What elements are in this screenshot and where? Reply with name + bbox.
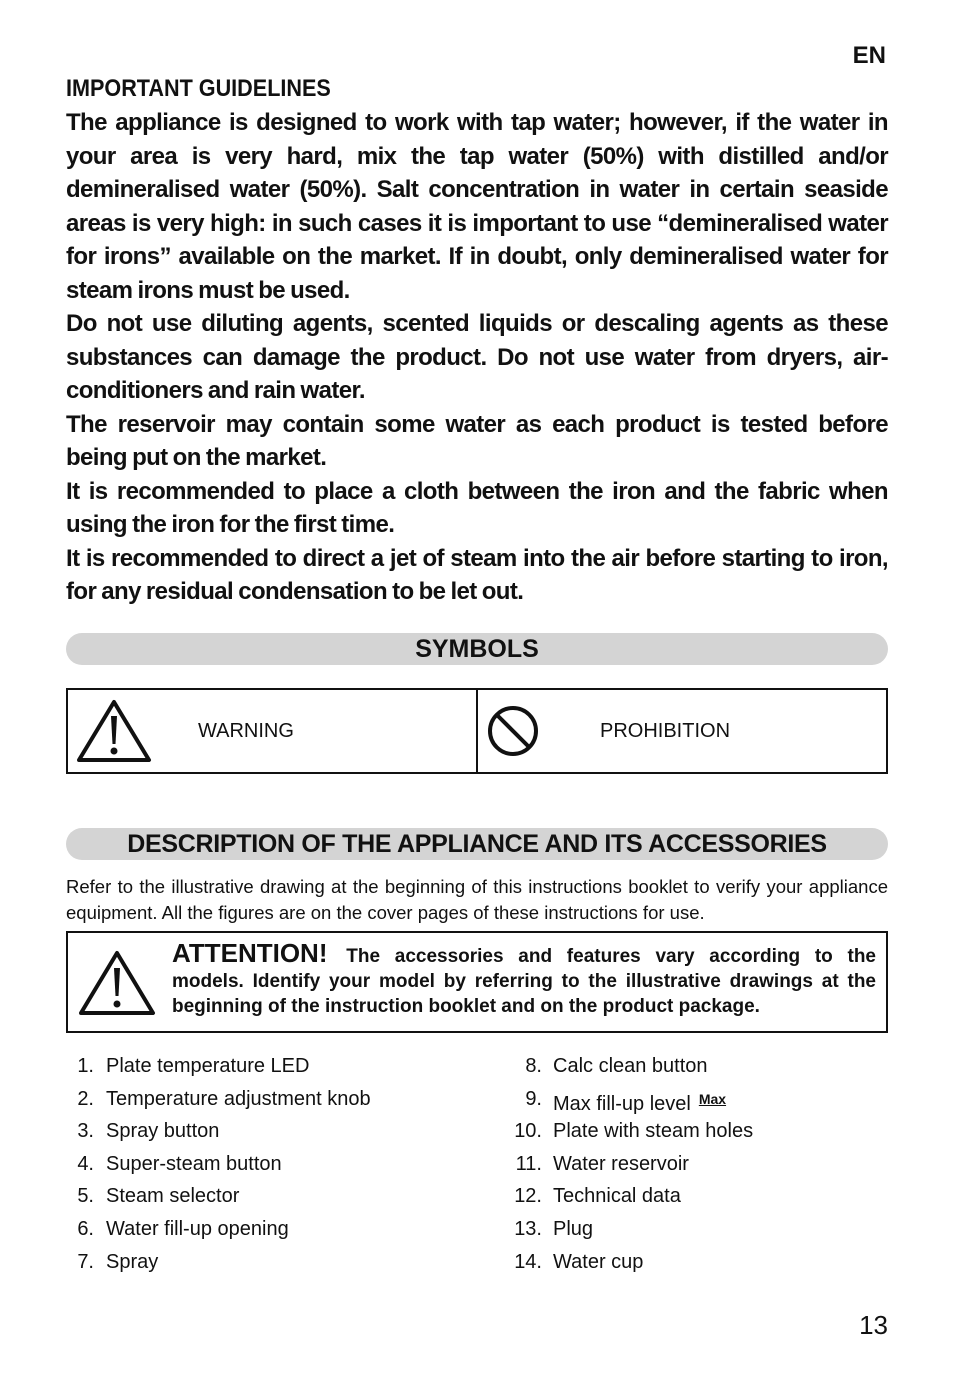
list-item <box>66 1148 282 1181</box>
item-label: Temperature adjustment knob <box>106 1087 371 1110</box>
item-number: 13. <box>514 1217 542 1240</box>
item-number: 10. <box>514 1120 542 1143</box>
list-item <box>66 1115 220 1148</box>
item-number: 4. <box>77 1152 94 1175</box>
language-code: EN <box>852 42 886 69</box>
description-heading: DESCRIPTION OF THE APPLIANCE AND ITS ACCESSORIES <box>66 828 888 860</box>
parts-list-left <box>66 1050 371 1278</box>
item-number: 8. <box>525 1055 542 1077</box>
guideline-paragraph: Do not use diluting agents, scented liquids or descaling agents as these substances can damage the product. Do not use water from dryers, air-conditioners and rain water. <box>66 310 888 404</box>
item-number: 11. <box>515 1152 542 1175</box>
item-number: 9. <box>525 1087 542 1110</box>
item-number: 6. <box>77 1217 94 1240</box>
symbol-label-prohibition: PROHIBITION <box>600 720 731 742</box>
attention-heading: ATTENTION! <box>172 938 328 968</box>
item-label: Water cup <box>553 1250 644 1273</box>
list-item <box>506 1213 594 1246</box>
list-item <box>66 1083 371 1116</box>
attention-box <box>66 931 888 1033</box>
list-item <box>66 1246 159 1279</box>
parts-list-right <box>506 1050 754 1278</box>
list-item <box>506 1148 689 1181</box>
item-label: Water reservoir <box>553 1152 689 1175</box>
list-item <box>506 1083 727 1116</box>
guideline-paragraph: It is recommended to direct a jet of steam into the air before starting to iron, for any residual condensation to be let out. <box>66 544 888 605</box>
item-label: Water fill-up opening <box>106 1217 289 1240</box>
item-number: 2. <box>77 1087 94 1110</box>
important-guidelines <box>66 72 888 609</box>
guidelines-title: IMPORTANT GUIDELINES <box>66 75 331 102</box>
list-item <box>506 1180 681 1213</box>
item-number: 5. <box>77 1185 94 1208</box>
item-label: Technical data <box>553 1185 681 1208</box>
attention-body: The accessories and features vary according to the models. Identify your model by referring to the illustrative drawings at the beginning of the instruction booklet and on the product package. <box>172 946 876 1017</box>
item-label: Max fill-up level <box>553 1092 691 1115</box>
list-item <box>506 1115 754 1148</box>
item-number: 1. <box>77 1055 94 1077</box>
attention-text <box>172 938 876 1019</box>
warning-icon <box>76 698 152 769</box>
list-item <box>66 1050 310 1083</box>
item-label: Super-steam button <box>106 1152 282 1175</box>
list-item <box>506 1246 644 1279</box>
item-number: 7. <box>77 1250 94 1273</box>
guideline-paragraph: The reservoir may contain some water as each product is tested before being put on the market. <box>66 410 888 471</box>
max-level-tag: Max <box>698 1090 727 1107</box>
page-number: 13 <box>859 1310 888 1340</box>
item-number: 3. <box>77 1120 94 1143</box>
symbol-cell-prohibition <box>476 690 886 772</box>
prohibition-icon <box>486 704 540 763</box>
symbols-heading: SYMBOLS <box>66 633 888 665</box>
list-item <box>506 1050 708 1083</box>
item-number: 12. <box>514 1185 542 1208</box>
item-label: Plate temperature LED <box>106 1055 310 1077</box>
item-label: Plug <box>553 1217 594 1240</box>
item-number: 14. <box>514 1250 542 1273</box>
guideline-paragraph: The appliance is designed to work with tap water; however, if the water in your area is very hard, mix the tap water (50%) with distilled and/or demineralised water (50%). Salt concentration in water in certain seaside areas is very high: in such cases it is important to use “demineralised water for irons” available on the market. If in doubt, only demineralised water for steam irons must be used. <box>66 109 888 304</box>
item-label: Calc clean button <box>553 1055 708 1077</box>
description-intro: Refer to the illustrative drawing at the beginning of this instructions booklet to verify your appliance equipment. All the figures are on the cover pages of these instructions for use. <box>66 876 888 923</box>
item-label: Spray <box>106 1250 159 1273</box>
item-label: Spray button <box>106 1120 220 1143</box>
guideline-paragraph: It is recommended to place a cloth between the iron and the fabric when using the iron for the first time. <box>66 477 888 538</box>
symbol-label-warning: WARNING <box>198 720 294 742</box>
item-label: Plate with steam holes <box>553 1120 754 1143</box>
item-label: Steam selector <box>106 1185 240 1208</box>
list-item <box>66 1213 289 1246</box>
symbol-cell-warning <box>68 690 476 772</box>
list-item <box>66 1180 240 1213</box>
warning-icon <box>78 949 156 1022</box>
symbols-table <box>66 688 888 774</box>
